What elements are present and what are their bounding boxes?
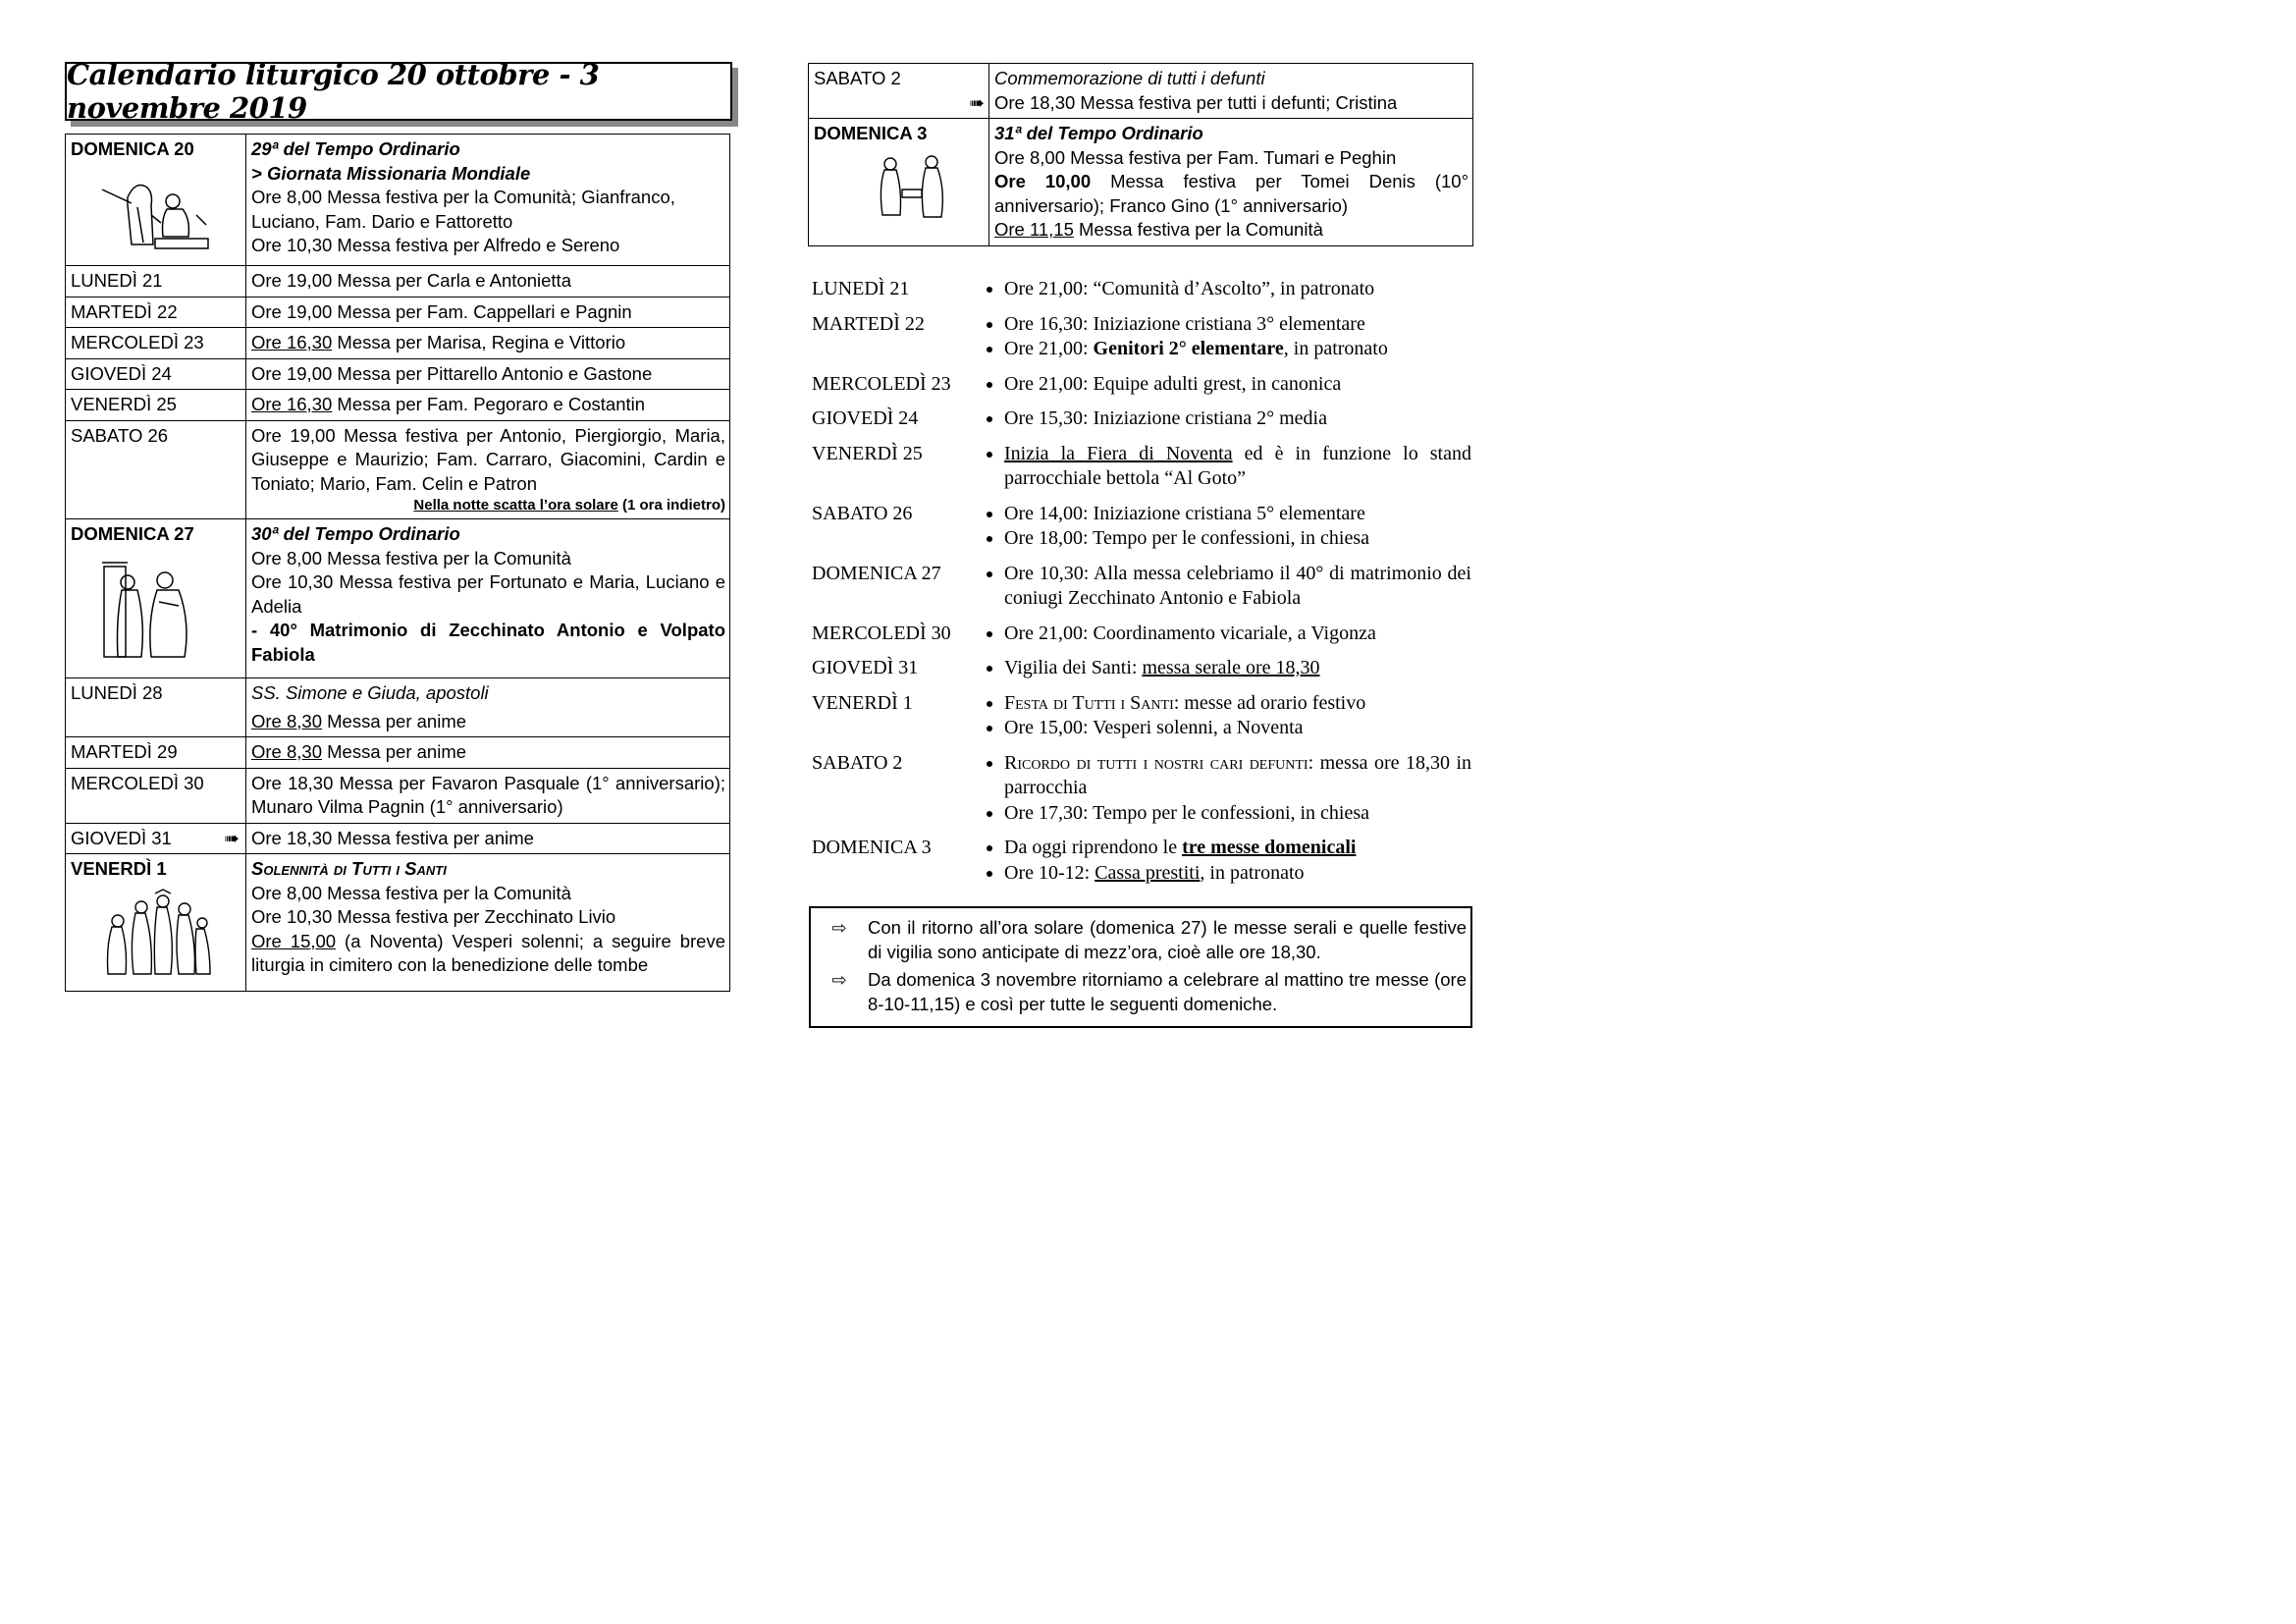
mass-time: Ore 15,00 bbox=[251, 930, 337, 951]
mass-text: Ore 8,00 Messa festiva per la Comunità bbox=[251, 882, 571, 903]
event-row bbox=[812, 406, 1471, 432]
day-label: SABATO 2 bbox=[814, 68, 901, 88]
event-highlight: > Giornata Missionaria Mondiale bbox=[251, 162, 531, 184]
day-label: DOMENICA 27 bbox=[71, 523, 194, 544]
saint-title: SS. Simone e Giuda, apostoli bbox=[251, 682, 489, 703]
table-row bbox=[66, 678, 730, 737]
mass-time: Ore 11,15 bbox=[994, 219, 1074, 240]
event-item bbox=[1004, 442, 1471, 492]
table-row bbox=[66, 297, 730, 328]
event-item: • Ore 18,00: Tempo per le confessioni, in chiesa bbox=[1004, 526, 1471, 552]
table-row bbox=[66, 823, 730, 854]
pharisee-publican-illustration-icon bbox=[98, 553, 196, 661]
event-row bbox=[812, 836, 1471, 886]
event-day: GIOVEDÌ 24 bbox=[812, 407, 919, 429]
entry-cell bbox=[989, 64, 1473, 119]
entry-cell bbox=[246, 390, 730, 421]
mass-text: Ore 10,30 Messa festiva per Alfredo e Sereno bbox=[251, 235, 620, 255]
event-text: : messa ore 18,30 in parrocchia bbox=[1004, 751, 1472, 798]
table-row bbox=[66, 768, 730, 823]
table-row bbox=[66, 328, 730, 359]
event-item bbox=[1004, 836, 1471, 861]
table-row bbox=[66, 854, 730, 992]
table-row bbox=[66, 358, 730, 390]
day-label: MARTEDÌ 22 bbox=[66, 297, 246, 328]
day-cell bbox=[66, 854, 246, 992]
event-day: DOMENICA 3 bbox=[812, 837, 932, 858]
mass-text: Messa per anime bbox=[322, 741, 467, 762]
table-row bbox=[66, 737, 730, 769]
event-item: • Ore 21,00: “Comunità d’Ascolto”, in patronato bbox=[1004, 277, 1471, 302]
mass-text: Ore 19,00 Messa per Pittarello Antonio e Gastone bbox=[246, 358, 730, 390]
mass-text: Ore 19,00 Messa per Carla e Antonietta bbox=[246, 266, 730, 298]
event-item: • Ore 21,00: Coordinamento vicariale, a Vigonza bbox=[1004, 622, 1471, 647]
day-cell bbox=[66, 519, 246, 678]
all-saints-illustration-icon bbox=[98, 888, 214, 978]
entry-cell bbox=[246, 420, 730, 519]
event-day: SABATO 2 bbox=[812, 751, 903, 774]
day-label: DOMENICA 20 bbox=[71, 138, 194, 159]
hollow-arrow-icon: ⇨ bbox=[831, 918, 847, 938]
page-title: Calendario liturgico 20 ottobre - 3 novembre 2019 bbox=[67, 58, 600, 125]
event-item: • Ore 14,00: Iniziazione cristiana 5° elementare bbox=[1004, 502, 1471, 527]
arrow-right-icon: ➠ bbox=[224, 827, 240, 848]
anniversary-text: - 40° Matrimonio di Zecchinato Antonio e Volpato Fabiola bbox=[251, 620, 725, 665]
mass-text: (a Noventa) Vesperi solenni; a seguire breve liturgia in cimitero con la benedizione delle tombe bbox=[251, 930, 725, 975]
table-row bbox=[66, 420, 730, 519]
day-cell bbox=[66, 135, 246, 266]
calendar-table-right bbox=[808, 63, 1473, 246]
event-day: GIOVEDÌ 31 bbox=[812, 657, 919, 678]
table-row bbox=[809, 64, 1473, 119]
note-item bbox=[811, 916, 1468, 964]
event-row bbox=[812, 277, 1471, 302]
event-text: Ore 21,00: bbox=[1004, 338, 1094, 359]
mass-time: Ore 8,30 bbox=[251, 710, 322, 731]
day-label: LUNEDÌ 28 bbox=[66, 678, 246, 737]
event-row bbox=[812, 312, 1471, 362]
event-text-smallcaps: Festa di Tutti i Santi bbox=[1004, 691, 1174, 714]
solar-time-note bbox=[251, 496, 725, 515]
event-item bbox=[1004, 751, 1471, 801]
mass-text: Messa festiva per Tomei Denis (10° anniversario); Franco Gino (1° anniversario) bbox=[994, 171, 1468, 216]
mass-text: Messa per Marisa, Regina e Vittorio bbox=[332, 332, 626, 352]
event-day: MERCOLEDÌ 23 bbox=[812, 372, 951, 395]
event-text: , in patronato bbox=[1200, 861, 1305, 884]
event-text: : messe ad orario festivo bbox=[1173, 691, 1366, 714]
solar-time-note-rest: (1 ora indietro) bbox=[617, 497, 725, 514]
event-day: DOMENICA 27 bbox=[812, 562, 941, 584]
event-item: • Ore 16,30: Iniziazione cristiana 3° elementare bbox=[1004, 312, 1471, 338]
event-row bbox=[812, 372, 1471, 398]
event-text-bold-underlined: tre messe domenicali bbox=[1182, 837, 1357, 858]
entry-cell bbox=[246, 737, 730, 769]
event-item bbox=[1004, 861, 1471, 887]
day-cell bbox=[809, 64, 989, 119]
day-label: VENERDÌ 1 bbox=[71, 858, 167, 879]
liturgy-title: 29ª del Tempo Ordinario bbox=[251, 138, 460, 159]
event-day: MERCOLEDÌ 30 bbox=[812, 622, 951, 644]
event-row bbox=[812, 562, 1471, 612]
hollow-arrow-icon: ⇨ bbox=[831, 970, 847, 990]
table-row bbox=[809, 119, 1473, 246]
solemnity-title: Solennità di Tutti i Santi bbox=[251, 858, 447, 879]
mass-time: Ore 8,30 bbox=[251, 741, 322, 762]
event-text: Da oggi riprendono le bbox=[1004, 837, 1183, 858]
day-label: SABATO 26 bbox=[66, 420, 246, 519]
note-text: Da domenica 3 novembre ritorniamo a celebrare al mattino tre messe (ore 8-10-11,15) e così per tutte le seguenti domeniche. bbox=[868, 969, 1467, 1014]
event-row bbox=[812, 502, 1471, 552]
event-text: ed è in funzione lo stand parrocchiale bettola “Al Goto” bbox=[1004, 442, 1471, 489]
event-text-underlined: Cassa prestiti bbox=[1095, 861, 1201, 884]
event-text-underlined: messa serale ore 18,30 bbox=[1142, 657, 1320, 678]
event-day: SABATO 26 bbox=[812, 502, 913, 524]
day-label: GIOVEDÌ 31 bbox=[71, 827, 172, 848]
zacchaeus-illustration-icon bbox=[873, 150, 951, 219]
commemoration-title: Commemorazione di tutti i defunti bbox=[994, 68, 1265, 88]
table-row bbox=[66, 266, 730, 298]
event-text: , in patronato bbox=[1283, 338, 1388, 359]
event-text: Ore 10-12: bbox=[1004, 861, 1095, 884]
mass-text: Messa festiva per la Comunità bbox=[1073, 219, 1323, 240]
mass-text: Ore 18,30 Messa per Favaron Pasquale (1° anniversario); Munaro Vilma Pagnin (1° anniversario) bbox=[246, 768, 730, 823]
event-row bbox=[812, 622, 1471, 647]
mass-time: Ore 10,00 bbox=[994, 171, 1092, 191]
solar-time-note-underlined: Nella notte scatta l’ora solare bbox=[413, 497, 618, 514]
event-row bbox=[812, 442, 1471, 492]
entry-cell bbox=[246, 678, 730, 737]
mass-text: Ore 8,00 Messa festiva per la Comunità; Gianfranco, Luciano, Fam. Dario e Fattoretto bbox=[251, 187, 675, 232]
mass-text: Ore 10,30 Messa festiva per Fortunato e Maria, Luciano e Adelia bbox=[251, 571, 725, 617]
day-label: DOMENICA 3 bbox=[814, 123, 928, 143]
entry-cell bbox=[246, 328, 730, 359]
mass-text: Ore 19,00 Messa festiva per Antonio, Piergiorgio, Maria, Giuseppe e Maurizio; Fam. Carraro, Giacomini, Cardin e Toniato; Mario, Fam. Celin e Patron bbox=[251, 424, 725, 494]
event-item bbox=[1004, 337, 1471, 362]
note-text: Con il ritorno all’ora solare (domenica 27) le messe serali e quelle festive di vigilia sono anticipate di mezz’ora, cioè alle ore 18,30. bbox=[868, 917, 1467, 962]
gospel-illustration-icon bbox=[98, 168, 216, 254]
day-cell bbox=[66, 823, 246, 854]
mass-text: Ore 10,30 Messa festiva per Zecchinato Livio bbox=[251, 906, 616, 927]
day-label: MARTEDÌ 29 bbox=[66, 737, 246, 769]
event-text-bold: Genitori 2° elementare bbox=[1093, 338, 1284, 359]
event-row bbox=[812, 691, 1471, 741]
event-day: LUNEDÌ 21 bbox=[812, 278, 910, 299]
event-text-smallcaps: Ricordo di tutti i nostri cari defunti bbox=[1004, 751, 1308, 774]
event-item bbox=[1004, 691, 1471, 717]
day-label: LUNEDÌ 21 bbox=[66, 266, 246, 298]
event-text-underlined: Inizia la Fiera di Noventa bbox=[1004, 442, 1233, 464]
entry-cell bbox=[246, 854, 730, 992]
event-day: VENERDÌ 1 bbox=[812, 691, 913, 714]
event-item: • Ore 10,30: Alla messa celebriamo il 40° di matrimonio dei coniugi Zecchinato Antonio e Fabiola bbox=[1004, 562, 1471, 612]
event-item bbox=[1004, 656, 1471, 681]
day-cell bbox=[809, 119, 989, 246]
weekly-events-list bbox=[812, 277, 1471, 895]
entry-cell bbox=[246, 135, 730, 266]
mass-time: Ore 16,30 bbox=[251, 394, 333, 414]
notes-box bbox=[809, 906, 1472, 1028]
table-row bbox=[66, 135, 730, 266]
event-row bbox=[812, 656, 1471, 681]
day-label: VENERDÌ 25 bbox=[66, 390, 246, 421]
event-row bbox=[812, 751, 1471, 827]
event-day: VENERDÌ 25 bbox=[812, 442, 923, 464]
mass-text: Ore 8,00 Messa festiva per la Comunità bbox=[251, 547, 571, 568]
event-day: MARTEDÌ 22 bbox=[812, 312, 925, 335]
mass-text: Messa per anime bbox=[322, 710, 467, 731]
mass-text: Ore 18,30 Messa festiva per tutti i defunti; Cristina bbox=[994, 91, 1398, 113]
day-label: GIOVEDÌ 24 bbox=[66, 358, 246, 390]
liturgy-title: 30ª del Tempo Ordinario bbox=[251, 523, 460, 544]
note-item bbox=[811, 968, 1468, 1016]
mass-text: Ore 8,00 Messa festiva per Fam. Tumari e Peghin bbox=[994, 146, 1397, 168]
mass-text: Messa per Fam. Pegoraro e Costantin bbox=[332, 394, 646, 414]
table-row bbox=[66, 519, 730, 678]
calendar-table-left bbox=[65, 134, 730, 992]
arrow-right-icon: ➠ bbox=[969, 91, 985, 113]
day-label: MERCOLEDÌ 30 bbox=[66, 768, 246, 823]
entry-cell bbox=[246, 519, 730, 678]
day-label: MERCOLEDÌ 23 bbox=[66, 328, 246, 359]
event-item: • Ore 15,30: Iniziazione cristiana 2° media bbox=[1004, 406, 1471, 432]
title-box bbox=[65, 58, 732, 125]
mass-time: Ore 16,30 bbox=[251, 332, 333, 352]
entry-cell bbox=[989, 119, 1473, 246]
liturgy-title: 31ª del Tempo Ordinario bbox=[994, 123, 1203, 143]
mass-text: Ore 18,30 Messa festiva per anime bbox=[246, 823, 730, 854]
event-item: • Ore 15,00: Vesperi solenni, a Noventa bbox=[1004, 716, 1471, 741]
event-item: • Ore 17,30: Tempo per le confessioni, in chiesa bbox=[1004, 801, 1471, 827]
event-item: • Ore 21,00: Equipe adulti grest, in canonica bbox=[1004, 372, 1471, 398]
table-row bbox=[66, 390, 730, 421]
event-text: Vigilia dei Santi: bbox=[1004, 657, 1143, 678]
mass-text: Ore 19,00 Messa per Fam. Cappellari e Pagnin bbox=[246, 297, 730, 328]
